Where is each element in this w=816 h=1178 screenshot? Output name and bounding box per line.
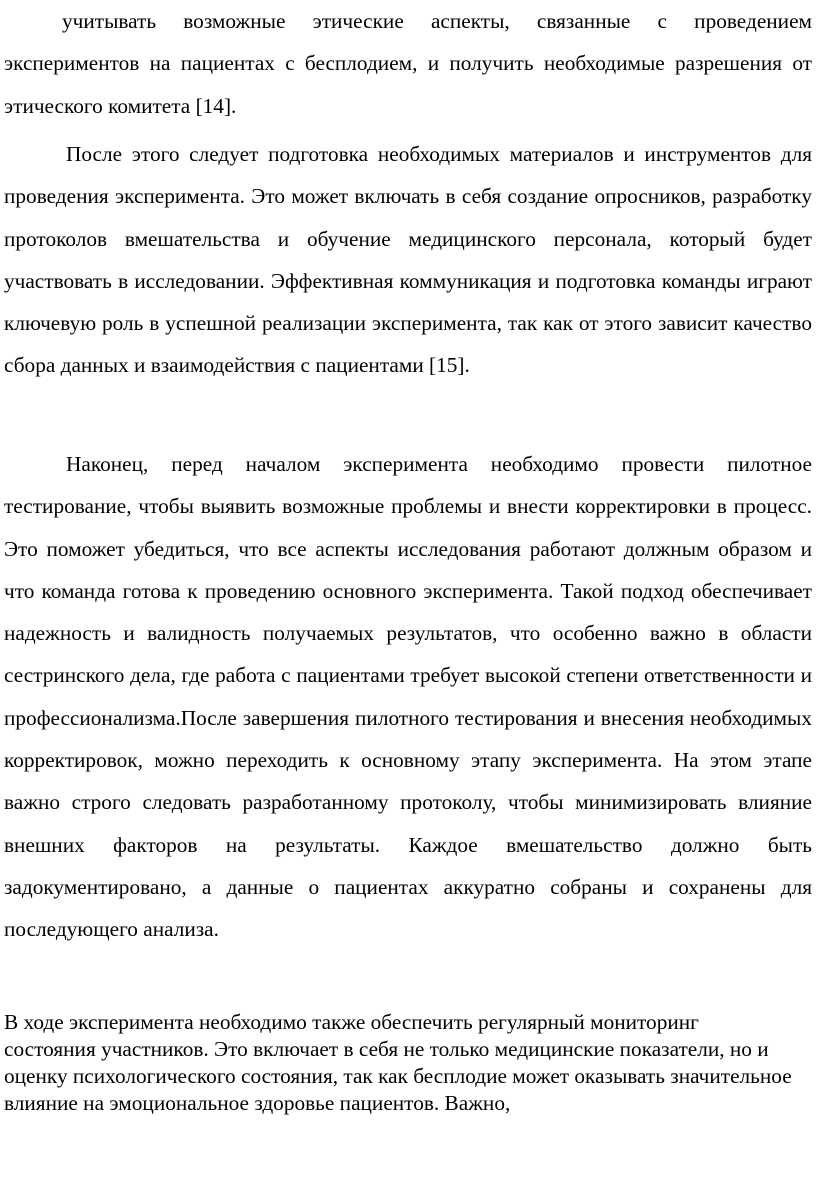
paragraph-monitoring: В ходе эксперимента необходимо также обеспечить регулярный мониторинг состояния участников. Это включает в себя не только медицинские показатели, но и оценку психологического состояния, так как бесплодие может оказывать значительное влияние на эмоциональное здоровье пациентов. Важно, [4,1010,792,1115]
paragraph-preparation: После этого следует подготовка необходимых материалов и инструментов для проведения эксперимента. Это может включать в себя создание опросников, разработку протоколов вмешательства и обучение медицинского персонала, который будет участвовать в исследовании. Эффективная коммуникация и подготовка команды играют ключевую роль в успешной реализации эксперимента, так как от этого зависит качество сбора данных и взаимодействия с пациентами [15]. [4,142,812,378]
paragraph-pilot-testing: Наконец, перед началом эксперимента необходимо провести пилотное тестирование, чтобы выявить возможные проблемы и внести корректировки в процесс. Это поможет убедиться, что все аспекты исследования работают должным образом и что команда готова к проведению основного эксперимента. Такой подход обеспечивает надежность и валидность получаемых результатов, что особенно важно в области сестринского дела, где работа с пациентами требует высокой степени ответственности и профессионализма.После завершения пилотного тестирования и внесения необходимых корректировок, можно переходить к основному этапу эксперимента. На этом этапе важно строго следовать разработанному протоколу, чтобы минимизировать влияние внешних факторов на результаты. Каждое вмешательство должно быть задокументировано, а данные о пациентах аккуратно собраны и сохранены для последующего анализа. [4,452,812,942]
paragraph-ethics: учитывать возможные этические аспекты, связанные с проведением экспериментов на пациентах с бесплодием, и получить необходимые разрешения от этического комитета [14]. [4,9,812,118]
